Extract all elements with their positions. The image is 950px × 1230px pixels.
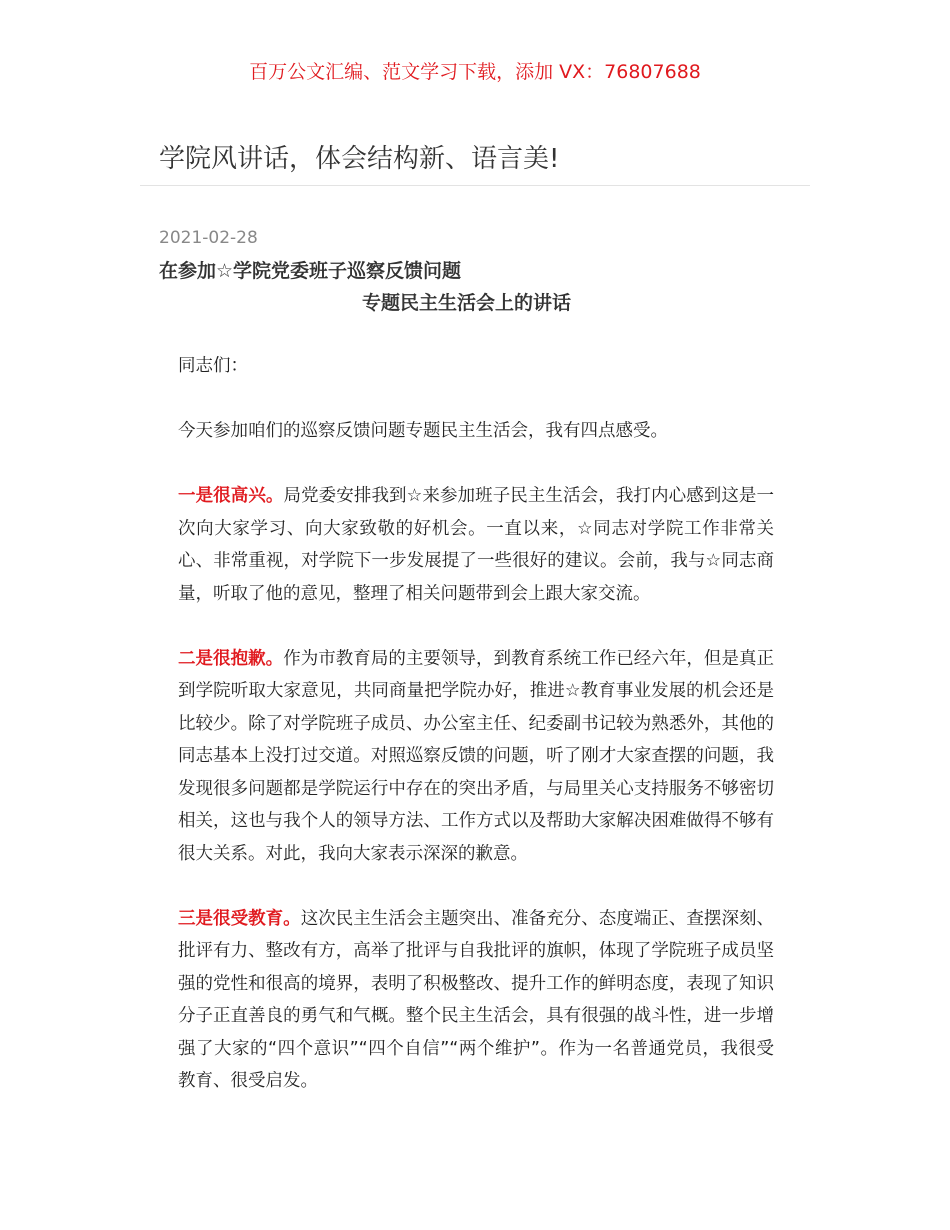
divider <box>140 185 810 186</box>
publish-date: 2021-02-28 <box>159 228 258 248</box>
paragraph-lead: 一是很高兴。 <box>178 486 284 506</box>
paragraph-1 <box>178 480 774 610</box>
intro-paragraph: 今天参加咱们的巡察反馈问题专题民主生活会，我有四点感受。 <box>178 421 668 441</box>
speech-heading-line2: 专题民主生活会上的讲话 <box>362 292 572 314</box>
paragraph-lead: 三是很受教育。 <box>178 908 301 929</box>
article-title: 学院风讲话，体会结构新、语言美! <box>159 144 560 174</box>
speech-heading-line1: 在参加☆学院党委班子巡察反馈问题 <box>159 260 462 282</box>
paragraph-text: 作为市教育局的主要领导，到教育系统工作已经六年，但是真正到学院听取大家意见，共同商量把学院办好，推进☆教育事业发展的机会还是比较少。除了对学院班子成员、办公室主任、纪委副书记较为熟悉外，其他的同志基本上没打过交道。对照巡察反馈的问题，听了刚才大家查摆的问题，我发现很多问题都是学院运行中存在的突出矛盾，与局里关心支持服务不够密切相关，这也与我个人的领导方法、工作方式以及帮助大家解决困难做得不够有很大关系。对此，我向大家表示深深的歉意。 <box>178 648 775 864</box>
paragraph-text: 这次民主生活会主题突出、准备充分、态度端正、查摆深刻、批评有力、整改有方，高举了批评与自我批评的旗帜，体现了学院班子成员坚强的党性和很高的境界，表明了积极整改、提升工作的鲜明态度，表现了知识分子正直善良的勇气和气概。整个民主生活会，具有很强的战斗性，进一步增强了大家的“四个意识”“四个自信”“两个维护”。作为一名普通党员，我很受教育、很受启发。 <box>178 908 775 1091</box>
paragraph-2 <box>178 643 774 871</box>
paragraph-3 <box>178 903 774 1098</box>
promo-banner: 百万公文汇编、范文学习下载，添加 VX：76807688 <box>249 61 701 83</box>
salutation: 同志们： <box>178 356 248 376</box>
paragraph-lead: 二是很抱歉。 <box>178 648 284 669</box>
paragraph-text: 局党委安排我到☆来参加班子民主生活会，我打内心感到这是一次向大家学习、向大家致敬的好机会。一直以来，☆同志对学院工作非常关心、非常重视，对学院下一步发展提了一些很好的建议。会前，我与☆同志商量，听取了他的意见，整理了相关问题带到会上跟大家交流。 <box>178 486 775 604</box>
speech-body <box>178 350 774 1130</box>
